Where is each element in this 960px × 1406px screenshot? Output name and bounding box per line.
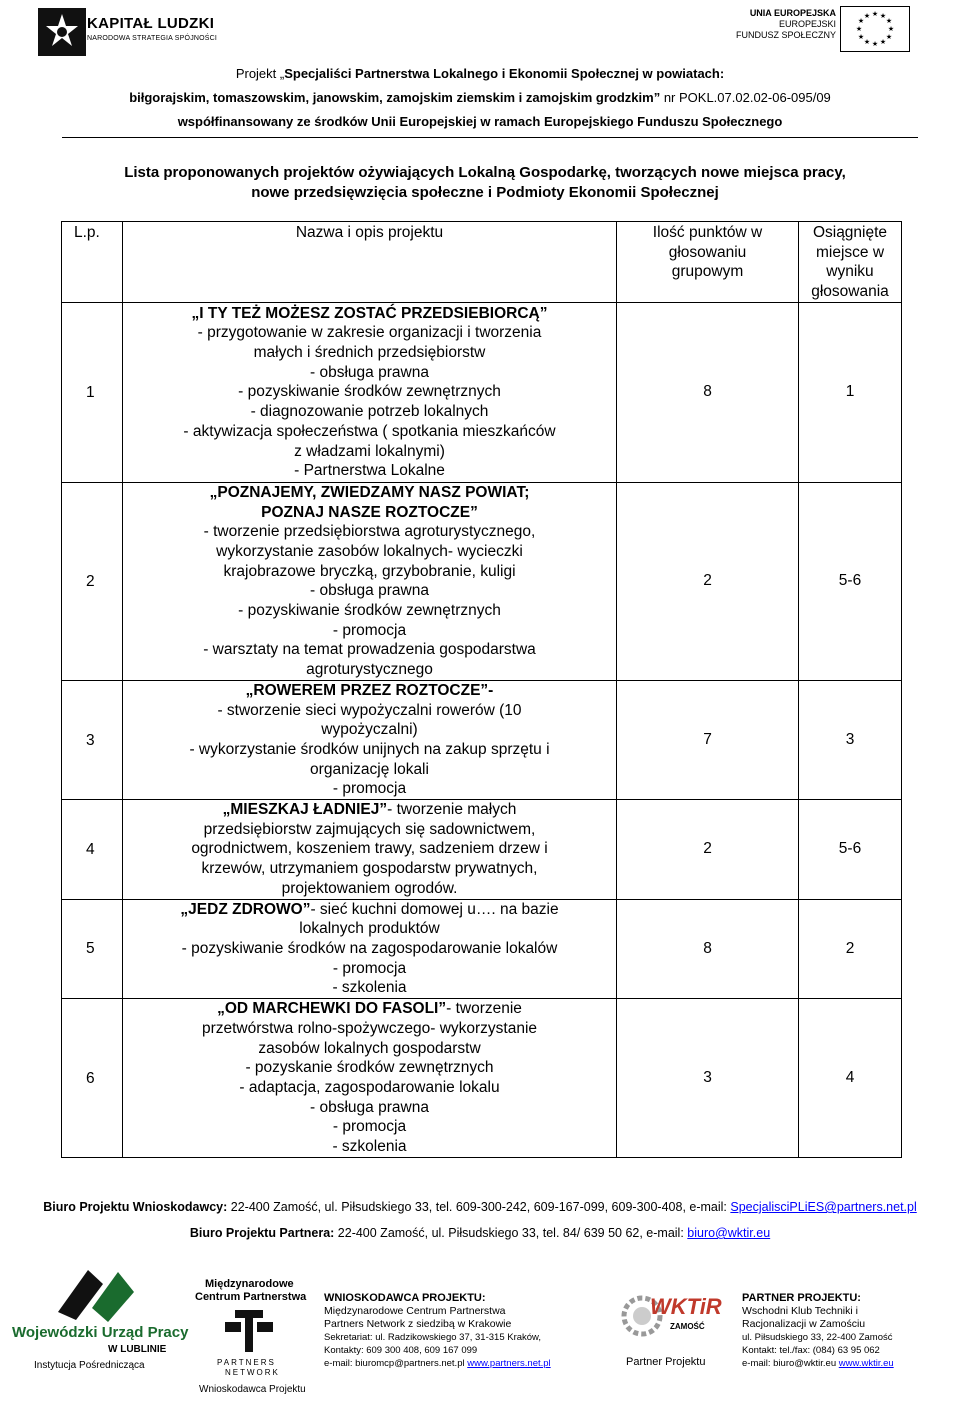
partner-heading: PARTNER PROJEKTU:	[742, 1292, 861, 1304]
project-title-line	[123, 900, 616, 920]
project-title-rest: - sieć kuchni domowej u…. na bazie	[310, 900, 559, 918]
table-row	[62, 482, 902, 680]
project-title-2: POZNAJ NASZE ROZTOCZE”	[261, 503, 478, 521]
project-title: „MIESZKAJ ŁADNIEJ”	[222, 801, 388, 819]
partner-line: Wschodni Klub Techniki i	[742, 1305, 858, 1317]
applicant-line: Partners Network z siedzibą w Krakowie	[324, 1318, 512, 1330]
desc-line: agroturystycznego	[306, 661, 433, 679]
kapital-ludzki-emblem-icon	[38, 8, 86, 56]
row-description	[123, 800, 617, 900]
desc-line: - pozyskiwanie środków zewnętrznych	[238, 602, 501, 620]
desc-line: - pozyskiwanie środków zewnętrznych	[238, 383, 501, 401]
mcp-role: Wnioskodawca Projektu	[199, 1384, 306, 1395]
footer-applicant-office	[0, 1200, 960, 1214]
mcp-logo	[195, 1278, 315, 1398]
row-description	[123, 680, 617, 799]
wup-city: W LUBLINIE	[108, 1344, 167, 1355]
footer-partner-text: 22-400 Zamość, ul. Piłsudskiego 33, tel. 84/ 639 50 62, e-mail:	[334, 1226, 688, 1240]
footer-partner-office	[0, 1226, 960, 1240]
applicant-website-link[interactable]: www.partners.net.pl	[467, 1358, 551, 1369]
table-row	[62, 800, 902, 900]
project-name: Specjaliści Partnerstwa Lokalnego i Ekonomii Społecznej w powiatach:	[284, 66, 725, 81]
svg-text:★: ★	[871, 40, 879, 48]
svg-text:★: ★	[879, 38, 887, 46]
applicant-heading: WNIOSKODAWCA PROJEKTU:	[324, 1292, 486, 1304]
applicant-line: Sekretariat: ul. Radzikowskiego 37, 31-315 Kraków,	[324, 1332, 542, 1343]
desc-line: - pozyskiwanie środków na zagospodarowanie lokalów	[181, 939, 558, 957]
header-name: Nazwa i opis projektu	[123, 222, 617, 303]
desc-line: - obsługa prawna	[310, 363, 429, 381]
eu-line1: UNIA EUROPEJSKA	[749, 8, 836, 18]
desc-line: organizację lokali	[310, 760, 429, 778]
row-points: 2	[617, 800, 799, 900]
footer-applicant-email-link[interactable]: SpecjalisciPLiES@partners.net.pl	[730, 1200, 917, 1214]
row-place: 3	[799, 680, 902, 799]
desc-line: przedsiębiorstw zajmujących się sadownictwem,	[203, 820, 536, 838]
svg-text:★: ★	[871, 10, 879, 18]
header-points: Ilość punktów w głosowaniu grupowym	[617, 222, 799, 303]
wup-emblem-icon	[48, 1262, 138, 1324]
svg-text:★: ★	[857, 33, 865, 41]
wup-logo	[10, 1262, 189, 1382]
mcp-network-label: NETWORK	[225, 1368, 280, 1377]
row-points: 8	[617, 899, 799, 999]
row-place: 5-6	[799, 482, 902, 680]
desc-line: - obsługa prawna	[310, 582, 429, 600]
table-row	[62, 302, 902, 482]
desc-line: - aktywizacja społeczeństwa ( spotkania mieszkańców	[183, 422, 556, 440]
applicant-email: e-mail: biuromcp@partners.net.pl	[324, 1358, 468, 1369]
row-lp: 5	[62, 899, 123, 999]
applicant-contact-line	[324, 1357, 604, 1370]
desc-line: - obsługa prawna	[310, 1098, 429, 1116]
row-points: 7	[617, 680, 799, 799]
desc-line: - przygotowanie w zakresie organizacji i tworzenia	[197, 324, 542, 342]
row-place: 5-6	[799, 800, 902, 900]
project-title-line	[123, 999, 616, 1019]
wktir-name: WKTiR	[650, 1294, 722, 1319]
row-lp: 1	[62, 302, 123, 482]
eu-flag-icon	[840, 6, 910, 52]
kapital-ludzki-subtitle: NARODOWA STRATEGIA SPÓJNOŚCI	[87, 35, 218, 42]
project-title-rest: - tworzenie	[446, 1000, 522, 1018]
desc-line: - promocja	[332, 959, 407, 977]
footer-partner-email-link[interactable]: biuro@wktir.eu	[687, 1226, 771, 1240]
row-points: 3	[617, 999, 799, 1158]
header-lp: L.p.	[62, 222, 123, 303]
desc-line: - Partnerstwa Lokalne	[294, 462, 445, 480]
svg-text:★: ★	[885, 17, 893, 25]
eu-line3: FUNDUSZ SPOŁECZNY	[735, 30, 836, 40]
svg-text:★: ★	[857, 17, 865, 25]
svg-text:★: ★	[863, 12, 871, 20]
footer-applicant-text: 22-400 Zamość, ul. Piłsudskiego 33, tel. 609-300-242, 609-167-099, 609-300-408, e-mail:	[227, 1200, 731, 1214]
desc-line: wykorzystanie zasobów lokalnych- wycieczki	[216, 542, 523, 560]
desc-line: zasobów lokalnych gospodarstw	[258, 1039, 481, 1057]
row-lp: 2	[62, 482, 123, 680]
desc-line: wypożyczalni)	[321, 721, 418, 739]
row-lp: 4	[62, 800, 123, 900]
mcp-name-line2: Centrum Partnerstwa	[195, 1291, 307, 1303]
svg-text:★: ★	[879, 12, 887, 20]
header-place: Osiągnięte miejsce w wyniku głosowania	[799, 222, 902, 303]
mcp-name-line1: Międzynarodowe	[205, 1278, 294, 1290]
projects-table	[61, 221, 902, 1158]
header-divider	[62, 137, 918, 138]
desc-line: - diagnozowanie potrzeb lokalnych	[250, 403, 489, 421]
row-description	[123, 999, 617, 1158]
desc-line: lokalnych produktów	[299, 920, 440, 938]
desc-line: przetwórstwa rolno-spożywczego- wykorzystanie	[201, 1019, 538, 1037]
kapital-ludzki-title: KAPITAŁ LUDZKI	[87, 15, 215, 32]
table-row	[62, 899, 902, 999]
title-line-1: Lista proponowanych projektów ożywiających Lokalną Gospodarkę, tworzących nowe miejsca pracy,	[124, 164, 846, 181]
mcp-partners-label: PARTNERS	[217, 1358, 276, 1367]
row-lp: 3	[62, 680, 123, 799]
project-title-rest: - tworzenie małych	[387, 801, 517, 819]
applicant-line: Kontakty: 609 300 408, 609 167 099	[324, 1345, 478, 1356]
wktir-role: Partner Projektu	[626, 1356, 706, 1368]
desc-line: krzewów, utrzymaniem gospodarstw prywatnych,	[201, 860, 538, 878]
title-line-2: nowe przedsięwzięcia społeczne i Podmioty Ekonomii Społecznej	[251, 184, 719, 201]
footer-applicant-label: Biuro Projektu Wnioskodawcy:	[43, 1200, 228, 1214]
table-row	[62, 680, 902, 799]
desc-line: - szkolenia	[332, 979, 407, 997]
desc-line: - szkolenia	[332, 1138, 407, 1156]
project-prefix: Projekt „	[235, 66, 285, 81]
project-title: „JEDZ ZDROWO”	[180, 900, 311, 918]
wup-name: Wojewódzki Urząd Pracy	[12, 1324, 189, 1341]
desc-line: z władzami lokalnymi)	[294, 442, 445, 460]
partner-line: ul. Piłsudskiego 33, 22-400 Zamość	[742, 1332, 893, 1343]
wktir-logo	[612, 1290, 722, 1374]
partner-contact-line	[742, 1357, 952, 1370]
project-line-2	[0, 90, 960, 105]
partner-email: e-mail: biuro@wktir.eu	[742, 1358, 839, 1369]
desc-line: - warsztaty na temat prowadzenia gospodarstwa	[203, 641, 536, 659]
project-line-3: współfinansowany ze środków Unii Europejskiej w ramach Europejskiego Funduszu Społecznego	[177, 114, 783, 129]
applicant-block	[324, 1292, 604, 1370]
row-description	[123, 302, 617, 482]
wup-role: Instytucja Pośrednicząca	[34, 1360, 145, 1371]
applicant-line: Międzynarodowe Centrum Partnerstwa	[324, 1305, 506, 1317]
desc-line: - tworzenie przedsiębiorstwa agroturystycznego,	[203, 523, 536, 541]
wktir-city: ZAMOŚĆ	[670, 1322, 705, 1331]
eu-line2: EUROPEJSKI	[778, 19, 836, 29]
row-place: 4	[799, 999, 902, 1158]
eu-label	[728, 8, 836, 41]
desc-line: - pozyskanie środków zewnętrznych	[245, 1059, 494, 1077]
row-place: 2	[799, 899, 902, 999]
partner-block	[742, 1292, 952, 1370]
project-line-1	[0, 66, 960, 81]
footer-partner-label: Biuro Projektu Partnera:	[189, 1226, 335, 1240]
partner-line: Kontakt: tel./fax: (084) 63 95 062	[742, 1345, 880, 1356]
partner-line: Racjonalizacji w Zamościu	[742, 1318, 866, 1330]
desc-line: - adaptacja, zagospodarowanie lokalu	[239, 1078, 500, 1096]
mcp-handshake-icon	[217, 1308, 281, 1354]
row-description	[123, 482, 617, 680]
project-title: „I TY TEŻ MOŻESZ ZOSTAĆ PRZEDSIEBIORCĄ”	[191, 304, 548, 322]
row-description	[123, 899, 617, 999]
project-districts: biłgorajskim, tomaszowskim, janowskim, zamojskim ziemskim i zamojskim grodzkim”	[129, 90, 661, 105]
desc-line: ogrodnictwem, koszeniem trawy, sadzeniem drzew i	[191, 840, 548, 858]
svg-text:★: ★	[887, 25, 895, 33]
row-place: 1	[799, 302, 902, 482]
document-title	[60, 163, 910, 203]
desc-line: małych i średnich przedsiębiorstw	[253, 344, 486, 362]
svg-text:★: ★	[855, 25, 863, 33]
project-title: „POZNAJEMY, ZWIEDZAMY NASZ POWIAT;	[209, 483, 530, 501]
desc-line: - promocja	[332, 621, 407, 639]
row-lp: 6	[62, 999, 123, 1158]
project-title: „ROWEREM PRZEZ ROZTOCZE”-	[245, 681, 494, 699]
desc-line: - promocja	[332, 780, 407, 798]
row-points: 8	[617, 302, 799, 482]
desc-line: - stworzenie sieci wypożyczalni rowerów (10	[217, 701, 522, 719]
project-title-line	[123, 800, 616, 820]
desc-line: - wykorzystanie środków unijnych na zakup sprzętu i	[189, 740, 550, 758]
desc-line: projektowaniem ogrodów.	[281, 879, 458, 897]
partner-website-link[interactable]: www.wktir.eu	[838, 1358, 894, 1369]
svg-text:★: ★	[885, 33, 893, 41]
svg-text:★: ★	[863, 38, 871, 46]
desc-line: - promocja	[332, 1118, 407, 1136]
table-row	[62, 999, 902, 1158]
project-number: nr POKL.07.02.02-06-095/09	[660, 90, 831, 105]
desc-line: krajobrazowe bryczką, grzybobranie, kuligi	[223, 562, 516, 580]
row-points: 2	[617, 482, 799, 680]
table-header-row	[62, 222, 902, 303]
project-title: „OD MARCHEWKI DO FASOLI”	[217, 1000, 447, 1018]
